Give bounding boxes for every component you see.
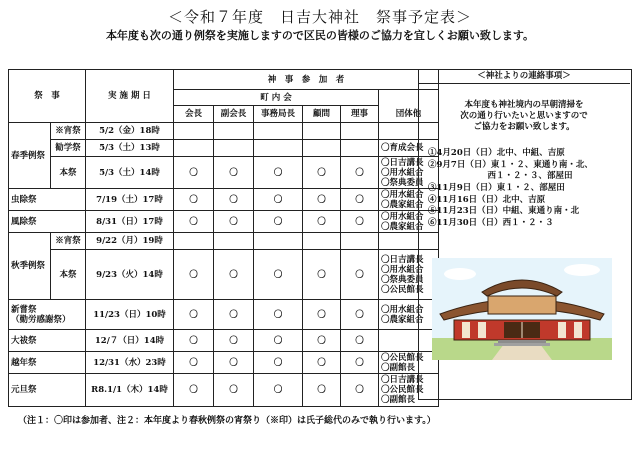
cleaning-item: ①4月20日（日）北中、中組、吉原: [428, 148, 565, 158]
participant-mark: 〇: [341, 157, 379, 189]
participant-mark: [254, 140, 303, 157]
schedule-table: [8, 69, 439, 407]
date-cell: 9/23（火）14時: [86, 250, 174, 300]
event-cell: 風除祭: [9, 211, 86, 233]
participant-mark: 〇: [303, 211, 341, 233]
participant-mark: [341, 140, 379, 157]
participant-mark: 〇: [303, 352, 341, 374]
participant-mark: 〇: [254, 300, 303, 330]
group-item: 〇用水組合: [381, 264, 424, 275]
date-cell: 5/3（土）14時: [86, 157, 174, 189]
event-cell: 虫除祭: [9, 189, 86, 211]
table-row: [9, 374, 439, 407]
group-item: 〇副館長: [381, 395, 416, 405]
participant-mark: [341, 233, 379, 250]
sub-event-cell: 本祭: [51, 250, 86, 300]
group-item: 〇日吉講長: [381, 157, 424, 168]
cleaning-item: ④11月16日（日）北中、吉原: [428, 195, 546, 205]
participant-mark: 〇: [174, 352, 214, 374]
notice-text: [418, 100, 630, 133]
participant-mark: 〇: [303, 157, 341, 189]
role-header: 団体他: [379, 106, 439, 123]
table-row: [9, 189, 439, 211]
participant-mark: [303, 233, 341, 250]
participant-mark: 〇: [341, 330, 379, 352]
group-item: 〇用水組合: [381, 211, 424, 222]
date-cell: 9/22（月）19時: [86, 233, 174, 250]
table-row: [9, 140, 439, 157]
table-row: [9, 211, 439, 233]
participant-mark: 〇: [341, 352, 379, 374]
group-item: 〇用水組合: [381, 167, 424, 178]
sub-event-cell: ※宵祭: [51, 123, 86, 140]
role-header: 会長: [174, 106, 214, 123]
role-header: 副会長: [214, 106, 254, 123]
participant-mark: [214, 233, 254, 250]
shrine-illustration: [432, 258, 612, 360]
participant-mark: 〇: [214, 374, 254, 407]
table-row: [9, 157, 439, 189]
participant-mark: 〇: [254, 189, 303, 211]
participant-mark: 〇: [341, 211, 379, 233]
participant-mark: 〇: [214, 250, 254, 300]
cleaning-item: ②9月7日（日）東１・２、東通り南・北、: [428, 160, 593, 170]
notice-line: 次の通り行いたいと思いますので: [460, 111, 588, 121]
group-item: 〇祭典委員: [381, 177, 424, 188]
header-participants: 神 事 参 加 者: [174, 70, 439, 90]
notice-line: 本年度も神社境内の早朝清掃を: [464, 100, 584, 110]
group-item: 〇日吉講長: [381, 375, 424, 385]
participant-mark: 〇: [254, 250, 303, 300]
date-cell: 12/31（水）23時: [86, 352, 174, 374]
participant-mark: [174, 233, 214, 250]
event-cell: 秋季例祭: [9, 233, 51, 300]
table-row: [9, 123, 439, 140]
date-cell: R8.1/1（木）14時: [86, 374, 174, 407]
participant-mark: [174, 140, 214, 157]
event-cell: 春季例祭: [9, 123, 51, 189]
footnote: （注１：〇印は参加者、注２：本年度より春秋例祭の宵祭り（※印）は氏子総代のみで執り行います。）: [18, 416, 436, 426]
participant-mark: 〇: [341, 250, 379, 300]
event-cell: 元旦祭: [9, 374, 86, 407]
cleaning-item: 西１・２・３、部屋田: [428, 171, 573, 181]
participant-mark: 〇: [254, 374, 303, 407]
date-cell: 5/3（土）13時: [86, 140, 174, 157]
table-row: [9, 300, 439, 330]
participant-mark: 〇: [254, 330, 303, 352]
schedule-body: [9, 70, 439, 407]
participant-mark: 〇: [214, 211, 254, 233]
participant-mark: 〇: [174, 300, 214, 330]
participant-mark: 〇: [303, 189, 341, 211]
sub-event-cell: ※宵祭: [51, 233, 86, 250]
role-header: 顧問: [303, 106, 341, 123]
group-item: 〇育成会長: [381, 143, 424, 153]
page-title: ＜令和７年度 日吉大神社 祭事予定表＞: [167, 8, 472, 26]
event-cell: 大祓祭: [9, 330, 86, 352]
participant-mark: 〇: [303, 250, 341, 300]
sub-event-cell: 本祭: [51, 157, 86, 189]
participant-mark: 〇: [174, 330, 214, 352]
table-row: [9, 250, 439, 300]
cleaning-item: ⑥11月30日（日）西１・２・３: [428, 218, 554, 228]
table-row: [9, 330, 439, 352]
participant-mark: [254, 233, 303, 250]
date-cell: 11/23（日）10時: [86, 300, 174, 330]
role-header: 事務局長: [254, 106, 303, 123]
participant-mark: [214, 123, 254, 140]
participant-mark: 〇: [174, 211, 214, 233]
date-cell: 5/2（金）18時: [86, 123, 174, 140]
cleaning-item: ⑤11月23日（日）中組、東通り南・北: [428, 206, 580, 216]
participant-mark: [303, 140, 341, 157]
participant-mark: 〇: [174, 250, 214, 300]
header-date: 実 施 期 日: [86, 70, 174, 123]
participant-mark: 〇: [174, 374, 214, 407]
participant-mark: 〇: [214, 189, 254, 211]
group-item: 〇農家組合: [381, 199, 424, 210]
table-row: [9, 352, 439, 374]
participant-mark: 〇: [174, 157, 214, 189]
header-chonaikai: 町 内 会: [174, 90, 379, 106]
group-item: 〇祭典委員: [381, 274, 424, 285]
group-item: 〇副館長: [381, 362, 416, 373]
participant-mark: 〇: [214, 300, 254, 330]
participant-mark: [254, 123, 303, 140]
header-matsuri: 祭 事: [9, 70, 86, 123]
event-cell: 越年祭: [9, 352, 86, 374]
participant-mark: 〇: [341, 189, 379, 211]
participant-mark: 〇: [214, 157, 254, 189]
notice-heading: ＜神社よりの連絡事項＞: [418, 69, 630, 84]
participant-mark: [303, 123, 341, 140]
participant-mark: [174, 123, 214, 140]
group-item: 〇農家組合: [381, 314, 424, 325]
participant-mark: 〇: [174, 189, 214, 211]
page-subtitle: 本年度も次の通り例祭を実施しますので区民の皆様のご協力を宜しくお願い致します。: [105, 29, 535, 42]
group-item: 〇農家組合: [381, 221, 424, 232]
event-name: 新嘗祭: [11, 304, 37, 315]
event-cell: [9, 300, 86, 330]
role-header: 理事: [341, 106, 379, 123]
participant-mark: 〇: [254, 352, 303, 374]
cleaning-item: ③11月9日（日）東１・２、部屋田: [428, 183, 565, 193]
participant-mark: [341, 123, 379, 140]
group-item: 〇用水組合: [381, 304, 424, 315]
participant-mark: 〇: [303, 330, 341, 352]
table-row: [9, 233, 439, 250]
participant-mark: 〇: [214, 352, 254, 374]
notice-line: ご協力をお願い致します。: [473, 122, 575, 132]
participant-mark: 〇: [341, 374, 379, 407]
group-item: 〇公民館長: [381, 284, 424, 295]
participant-mark: [214, 140, 254, 157]
date-cell: 7/19（土）17時: [86, 189, 174, 211]
participant-mark: 〇: [214, 330, 254, 352]
date-cell: 8/31（日）17時: [86, 211, 174, 233]
participant-mark: 〇: [254, 157, 303, 189]
participant-mark: 〇: [303, 374, 341, 407]
date-cell: 12/７（日）14時: [86, 330, 174, 352]
sub-event-cell: 勧学祭: [51, 140, 86, 157]
group-item: 〇日吉講長: [381, 254, 424, 265]
participant-mark: 〇: [254, 211, 303, 233]
participant-mark: 〇: [303, 300, 341, 330]
event-name-sub: （勤労感謝祭）: [11, 314, 71, 325]
group-item: 〇公民館長: [381, 385, 424, 395]
participant-mark: 〇: [341, 300, 379, 330]
group-item: 〇用水組合: [381, 189, 424, 200]
group-item: 〇公民館長: [381, 352, 424, 363]
